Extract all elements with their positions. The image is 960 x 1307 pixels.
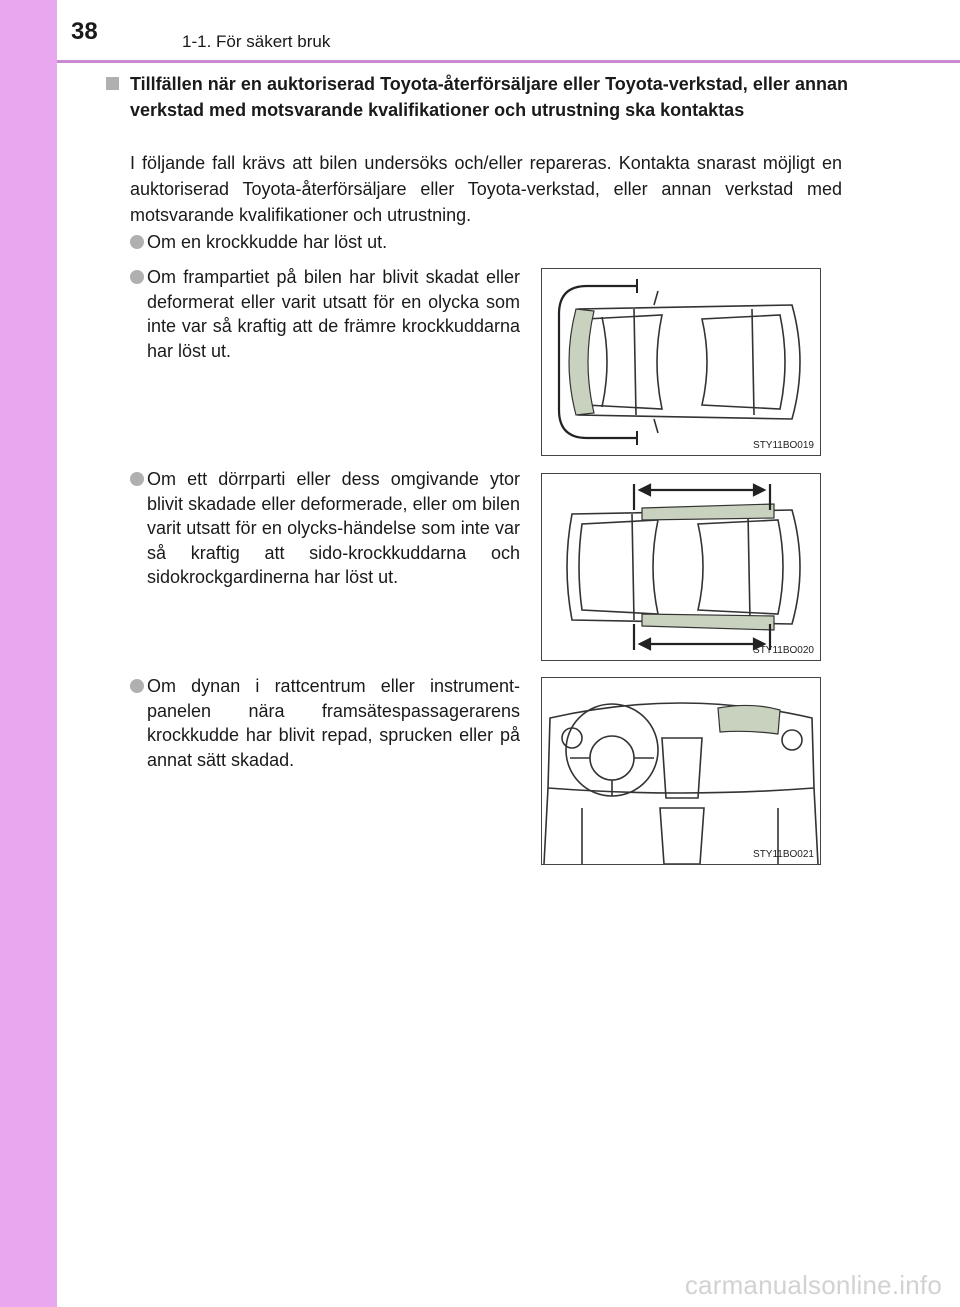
figure-dashboard: [541, 677, 821, 865]
page-number: 38: [71, 18, 98, 45]
car-top-view-front-icon: [542, 269, 820, 455]
circle-bullet-icon: [130, 270, 144, 284]
bullet-item: [130, 230, 630, 255]
bullet-text: Om dynan i rattcentrum eller instrument-panelen nära framsätespassagerarens krockkudde har blivit repad, sprucken eller på annat sätt skadad.: [147, 676, 520, 770]
bullet-item: [130, 674, 520, 772]
dashboard-steering-wheel-icon: [542, 678, 820, 864]
circle-bullet-icon: [130, 679, 144, 693]
section-title: 1-1. För säkert bruk: [182, 32, 331, 51]
circle-bullet-icon: [130, 235, 144, 249]
figure-code: STY11BO019: [753, 440, 814, 451]
bullet-text: Om ett dörrparti eller dess omgivande ytor blivit skadade eller deformerade, eller om bilen varit utsatt för en olycks-händelse som inte var så kraftig att sido-krockkuddarna och sidokrockgardinerna har löst ut.: [147, 469, 520, 587]
circle-bullet-icon: [130, 472, 144, 486]
heading-block: [106, 71, 848, 123]
figure-side-impact: [541, 473, 821, 661]
figure-code: STY11BO020: [753, 645, 814, 656]
intro-paragraph: I följande fall krävs att bilen undersöks och/eller repareras. Kontakta snarast möjligt en auktoriserad Toyota-återförsäljare eller Toyota-verkstad, eller annan verkstad med motsvarande kvalifikationer och utrustning.: [130, 153, 842, 225]
heading-text: Tillfällen när en auktoriserad Toyota-återförsäljare eller Toyota-verkstad, eller annan verkstad med motsvarande kvalifikationer och utrustning ska kontaktas: [130, 74, 848, 120]
header-rule: [57, 60, 960, 63]
bullet-item: [130, 265, 520, 363]
sidebar-band: [0, 0, 57, 1307]
figure-code: STY11BO021: [753, 849, 814, 860]
figure-front-impact: [541, 268, 821, 456]
car-top-view-side-icon: [542, 474, 820, 660]
bullet-text: Om en krockkudde har löst ut.: [147, 232, 388, 252]
bullet-item: [130, 467, 520, 590]
square-bullet-icon: [106, 77, 119, 90]
bullet-text: Om frampartiet på bilen har blivit skadat eller deformerat eller varit utsatt för en olycka som inte var så kraftig att de främre krockkuddarna har löst ut.: [147, 267, 520, 361]
watermark: carmanualsonline.info: [684, 1270, 942, 1300]
